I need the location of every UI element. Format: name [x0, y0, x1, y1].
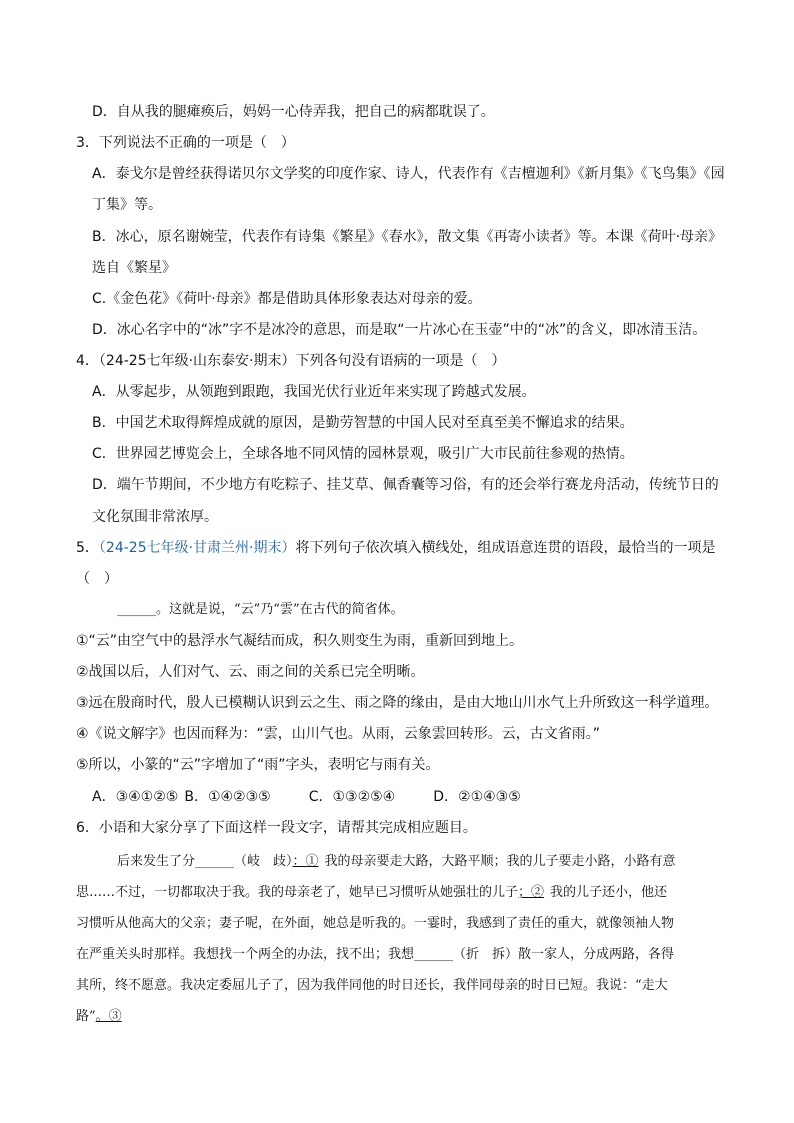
q6-stem: 6．小语和大家分享了下面这样一段文字，请帮其完成相应题目。 — [76, 820, 477, 836]
q5-passage — [117, 600, 404, 620]
q3-option-b-line2: 选自《繁星》 — [92, 260, 176, 276]
q5-option-a: A．③④①②⑤ — [92, 789, 179, 805]
q6-passage-line5: 其所，终不愿意。我决定委屈儿子了，因为我伴同他的时日还长，我伴同母亲的时日已短。我说：“走大 — [76, 978, 668, 993]
q6-blank-2: ；② — [518, 885, 545, 900]
q4-option-d-line1: D．端午节期间，不少地方有吃粽子、挂艾草、佩香囊等习俗，有的还会举行赛龙舟活动，传统节日的 — [92, 477, 719, 493]
q5-stem-line2: （ ） — [76, 571, 118, 587]
q5-header — [76, 538, 716, 558]
q5-option-c: C．①③②⑤④ — [308, 789, 396, 805]
q5-sentence-1: ①“云”由空气中的悬浮水气凝结而成，积久则变生为雨，重新回到地上。 — [76, 633, 524, 649]
q6-passage-line4: 在严重关头时那样。我想找一个两全的办法，找不出；我想______（折 拆）散一家人，分成两路，各得 — [76, 947, 675, 962]
q6-blank-3: 。③ — [95, 1009, 122, 1024]
q4-source: （24-25七年级·山东泰安·期末） — [98, 353, 296, 369]
q5-passage-text: 。这就是说，“云”乃“雲”在古代的简省体。 — [156, 602, 404, 617]
q3-option-d: D．冰心名字中的“冰”字不是冰冷的意思，而是取“一片冰心在玉壶”中的“冰”的含义，即冰清玉洁。 — [92, 322, 707, 338]
q5-sentence-2: ②战国以后，人们对气、云、雨之间的关系已完全明晰。 — [76, 664, 425, 680]
q6-line1-part-a: 后来发生了分______（岐 歧） — [117, 854, 293, 869]
q5-option-b: B．①④②③⑤ — [184, 789, 271, 805]
q6-line2-part-c: 我的儿子还小，他还 — [550, 885, 668, 900]
q4-stem: 下列各句没有语病的一项是（ ） — [295, 353, 506, 369]
q6-blank-1: ：① — [292, 854, 319, 869]
q5-option-d: D．②①④③⑤ — [433, 789, 521, 805]
q3-option-b-line1: B．冰心，原名谢婉莹，代表作有诗集《繁星》《春水》，散文集《再寄小读者》等。本课《荷叶·母亲》 — [92, 229, 723, 245]
q6-passage-line3: 习惯听从他高大的父亲；妻子呢，在外面，她总是听我的。一霎时，我感到了责任的重大，就像领袖人物 — [76, 916, 675, 931]
q6-passage-line1 — [117, 852, 676, 872]
q6-passage-line6 — [76, 1007, 122, 1027]
q6-line2-part-a: 思……不过，一切都取决于我。我的母亲老了，她早已习惯听从她强壮的儿子 — [76, 885, 519, 900]
q5-number: 5． — [76, 540, 99, 556]
q6-passage-line2 — [76, 883, 667, 903]
q2-option-d: D．自从我的腿瘫痪后，妈妈一心侍弄我，把自己的病都耽误了。 — [92, 104, 495, 120]
q4-option-b: B．中国艺术取得辉煌成就的原因，是勤劳智慧的中国人民对至真至美不懈追求的结果。 — [92, 415, 634, 431]
q6-line6-part-a: 路” — [76, 1009, 96, 1024]
q3-option-c: C.《金色花》《荷叶·母亲》都是借助具体形象表达对母亲的爱。 — [92, 291, 482, 307]
q4-option-d-line2: 文化氛围非常浓厚。 — [92, 509, 218, 525]
q4-option-c: C．世界园艺博览会上，全球各地不同风情的园林景观，吸引广大市民前往参观的热情。 — [92, 446, 634, 462]
q4-header — [76, 351, 506, 371]
q3-option-a-line1: A．泰戈尔是曾经获得诺贝尔文学奖的印度作家、诗人，代表作有《吉檀迦利》《新月集》《飞鸟集》《园 — [92, 166, 725, 182]
q3-stem: 3．下列说法不正确的一项是（ ） — [76, 135, 295, 151]
q6-line1-part-c: 我的母亲要走大路，大路平顺；我的儿子要走小路，小路有意 — [324, 854, 676, 869]
q5-sentence-3: ③远在殷商时代，殷人已模糊认识到云之生、雨之降的缘由，是由大地山川水气上升所致这一科学道理。 — [76, 695, 719, 711]
q3-option-a-line2: 丁集》等。 — [92, 197, 162, 213]
q4-option-a: A．从零起步，从领跑到跟跑，我国光伏行业近年来实现了跨越式发展。 — [92, 384, 536, 400]
q5-sentence-5: ⑤所以，小篆的“云”字增加了“雨”字头，表明它与雨有关。 — [76, 757, 440, 773]
q5-source: （24-25七年级·甘肃兰州·期末） — [98, 540, 296, 556]
q5-options — [92, 787, 521, 807]
q5-sentence-4: ④《说文解字》也因而释为：“雲，山川气也。从雨，云象雲回转形。云，古文省雨。” — [76, 726, 601, 742]
q5-stem-line1: 将下列句子依次填入横线处，组成语意连贯的语段，最恰当的一项是 — [295, 540, 716, 556]
q5-passage-blank: ______ — [117, 602, 156, 617]
q4-number: 4． — [76, 353, 99, 369]
